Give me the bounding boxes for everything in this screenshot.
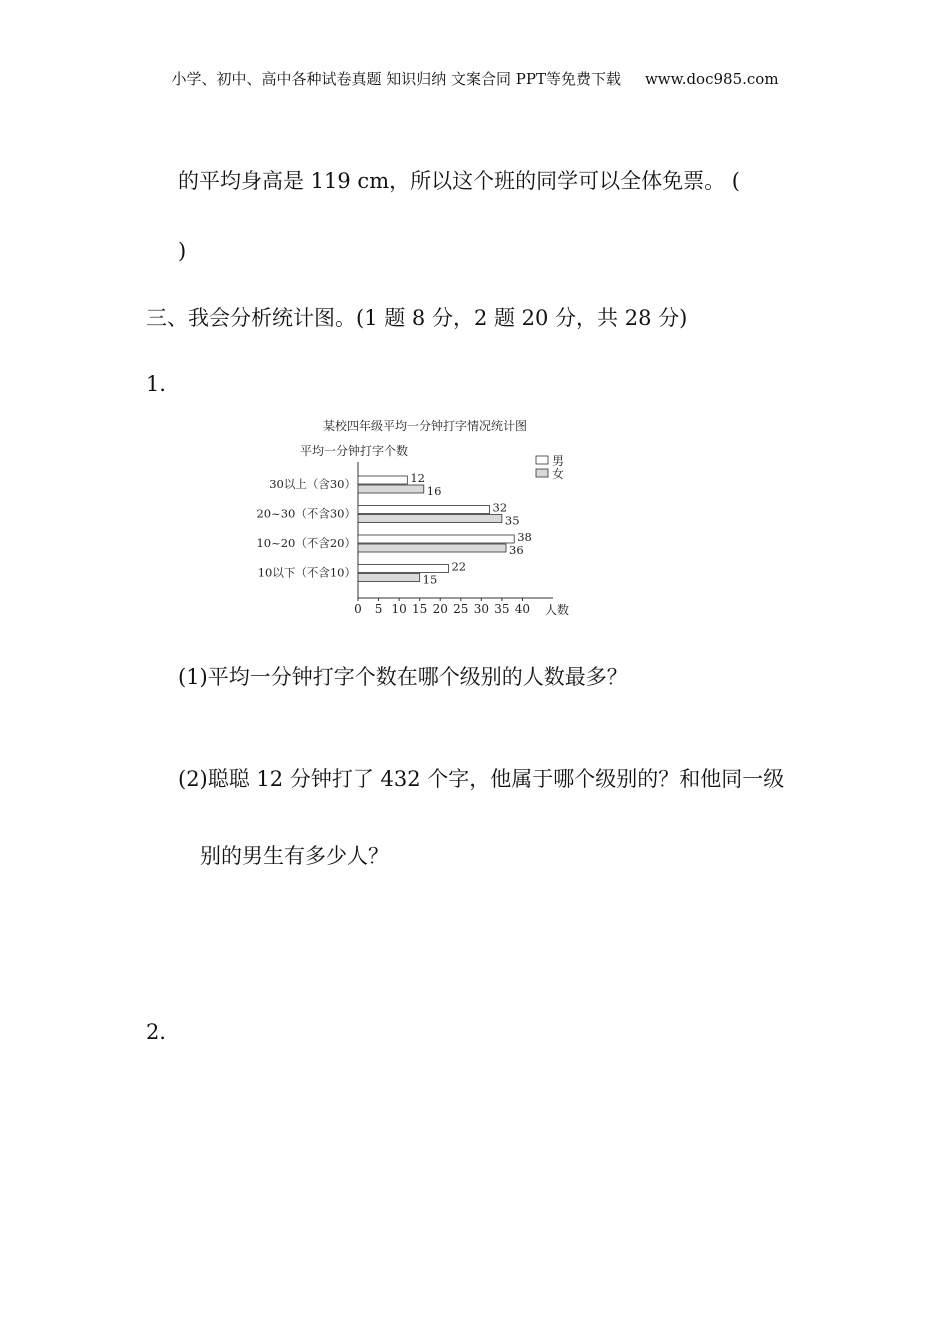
chart-title: 某校四年级平均一分钟打字情况统计图 [322,419,528,433]
chart-data-label: 35 [504,513,520,528]
chart-bar [358,485,424,493]
chart-bar [358,476,407,484]
chart-x-tick-label: 5 [374,602,383,616]
body-line-1: 的平均身高是 119 cm，所以这个班的同学可以全体免票。 ( [178,169,740,193]
chart-data-label: 22 [451,559,467,574]
chart-data-label: 36 [509,543,524,557]
chart-x-tick-label: 40 [514,602,531,616]
chart-marks [256,462,569,617]
section-3-heading: 三、我会分析统计图。(1 题 8 分，2 题 20 分，共 28 分) [146,306,688,330]
chart-category-label: 30以上（含30） [269,477,356,491]
chart-x-tick-label: 20 [432,602,448,616]
chart-x-axis-label: 人数 [544,603,570,617]
header-left-text: 小学、初中、高中各种试卷真题 知识归纳 文案合同 PPT等免费下载 [171,70,621,88]
body-line-2: ) [178,239,187,263]
chart-category-label: 10以下（不含10） [257,565,356,580]
chart-x-tick-label: 15 [412,602,428,616]
question-1-sub-1: (1)平均一分钟打字个数在哪个级别的人数最多？ [178,665,628,689]
chart-x-tick-label: 0 [354,602,362,616]
chart-bar [358,535,514,543]
question-1-number: 1． [146,372,181,396]
chart-x-tick-label: 30 [473,602,489,616]
chart-bar [358,574,420,582]
header-url: www.doc985.com [644,70,779,88]
chart-x-tick-label: 25 [453,602,469,616]
chart-data-label: 38 [517,530,532,544]
chart-data-label: 16 [426,484,442,498]
question-1-sub-2-line-1: (2)聪聪 12 分钟打了 432 个字，他属于哪个级别的？和他同一级 [178,767,785,791]
chart-bar [358,544,506,552]
chart-data-label: 15 [422,572,438,587]
chart-bar [358,565,448,573]
typing-chart [240,412,585,622]
chart-x-tick-label: 35 [494,602,510,616]
chart-category-label: 10~20（不含20） [256,536,356,550]
chart-x-tick-label: 10 [391,602,407,616]
question-2-number: 2． [146,1020,181,1044]
question-1-sub-2-line-2: 别的男生有多少人？ [200,844,389,868]
chart-bar [358,515,502,523]
chart-category-label: 20~30（不含30） [256,506,356,521]
chart-legend-label: 男 [552,454,565,468]
chart-data-label: 12 [410,471,425,485]
chart-legend [536,454,564,481]
chart-bar [358,506,490,514]
chart-legend-swatch [536,469,548,477]
chart-data-label: 32 [492,500,508,515]
chart-legend-label: 女 [552,467,565,481]
chart-svg [240,412,585,622]
page-header [0,68,950,89]
chart-legend-swatch [536,456,548,464]
chart-y-axis-label: 平均一分钟打字个数 [300,444,409,458]
